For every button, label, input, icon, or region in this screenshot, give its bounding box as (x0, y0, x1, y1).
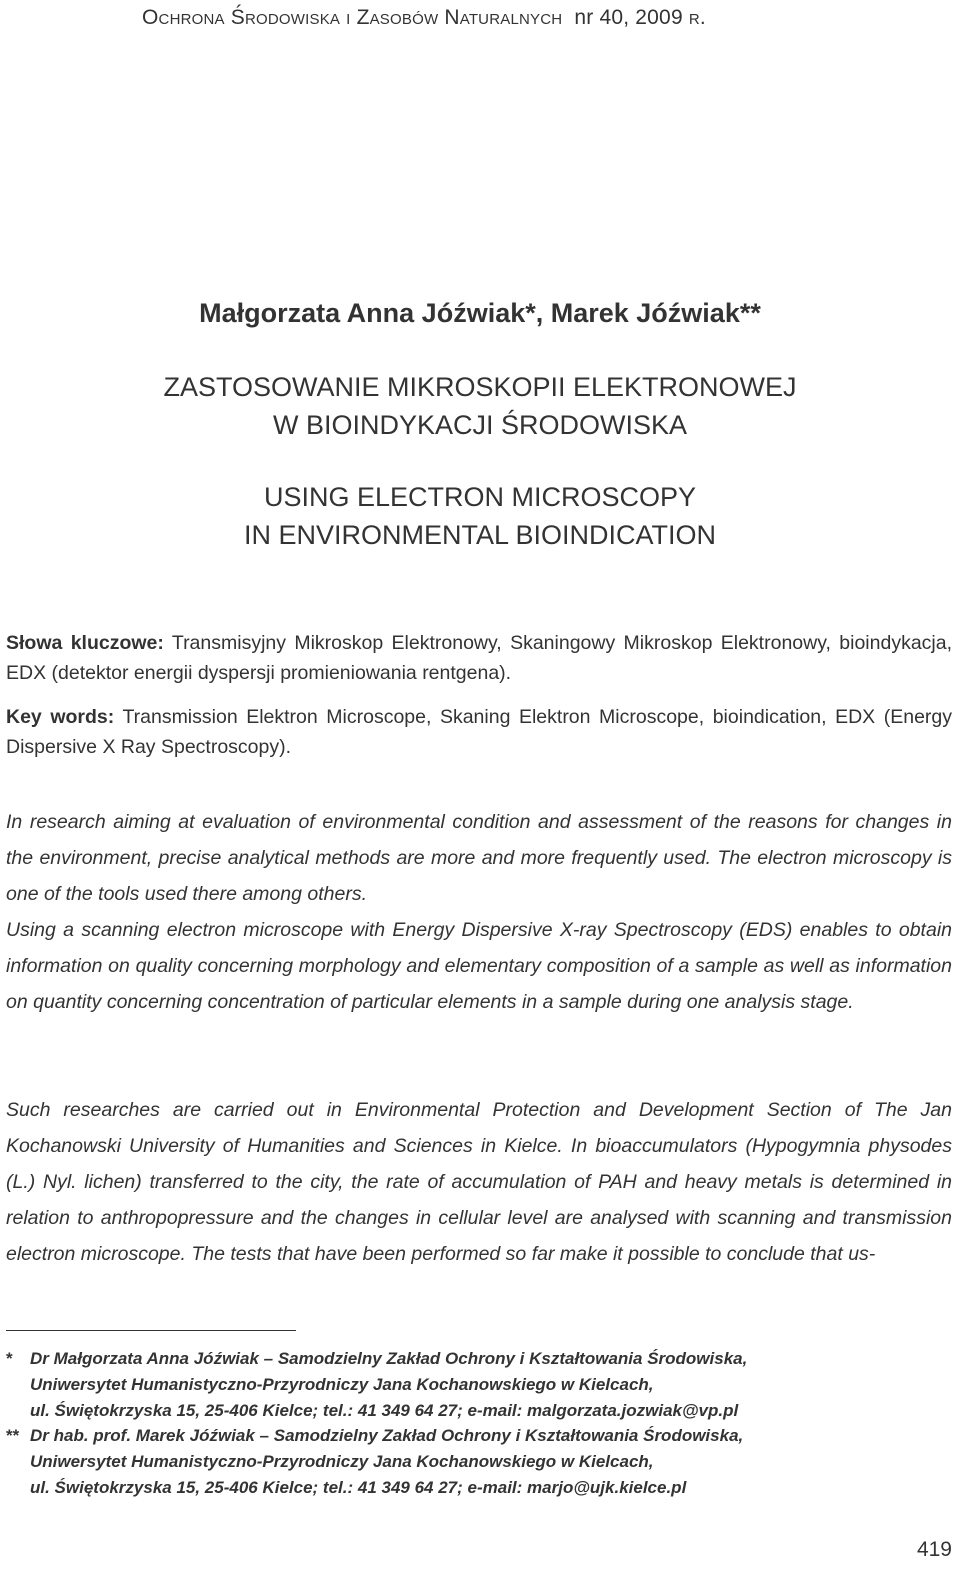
title-polish-line: ZASTOSOWANIE MIKROSKOPII ELEKTRONOWEJ (163, 372, 797, 402)
keywords-english-text: Transmission Elektron Microscope, Skaning Elektron Microscope, bioindication, EDX (Energy Dispersive X Ray Spectroscopy). (6, 706, 953, 758)
footnote-mark: * (6, 1349, 13, 1368)
header-part: Zasobów (356, 6, 445, 29)
abstract-block-1 (6, 804, 952, 1020)
footnote-line: ul. Świętokrzyska 15, 25-406 Kielce; tel.: 41 349 64 27; e-mail: marjo@ujk.kielce.pl (30, 1478, 687, 1497)
header-part: Ochrona (142, 6, 231, 29)
title-english-line: USING ELECTRON MICROSCOPY (263, 482, 697, 512)
abstract-paragraph: In research aiming at evaluation of environmental condition and assessment of the reasons for changes in the environment, precise analytical methods are more and more frequently used. The electron microscopy is one of the tools used there among others. (6, 811, 952, 905)
keywords-polish-text: Transmisyjny Mikroskop Elektronowy, Skaningowy Mikroskop Elektronowy, bioindykacja, EDX (detektor energii dyspersji promieniowania rentgena). (6, 632, 953, 684)
header-part: i (346, 6, 357, 29)
footnote-author-1 (6, 1346, 952, 1424)
authors: Małgorzata Anna Jóźwiak*, Marek Jóźwiak** (199, 298, 761, 328)
title-polish (0, 368, 960, 444)
footnote-author-2 (6, 1423, 952, 1501)
footnote-line: Uniwersytet Humanistyczno-Przyrodniczy Jana Kochanowskiego w Kielcach, (30, 1452, 654, 1471)
header-part: Naturalnych (444, 6, 563, 29)
footnote-mark: ** (6, 1426, 20, 1445)
footnote-line: Dr Małgorzata Anna Jóźwiak – Samodzielny Zakład Ochrony i Kształtowania Środowiska, (30, 1349, 748, 1368)
header-part: nr 40, 2009 (562, 6, 689, 29)
header-part: r. (688, 6, 706, 29)
keywords-polish (6, 628, 952, 688)
abstract-block-2 (6, 1092, 952, 1272)
title-english-line: IN ENVIRONMENTAL BIOINDICATION (243, 520, 717, 550)
header-part: Środowiska (230, 6, 347, 29)
abstract-paragraph: Using a scanning electron microscope with Energy Dispersive X-ray Spectroscopy (EDS) enables to obtain information on quality concerning morphology and elementary composition of a sample as well as information on quantity concerning concentration of particular elements in a sample during one analysis stage. (6, 919, 952, 1013)
keywords-polish-label: Słowa kluczowe: (6, 632, 164, 654)
footnote-line: Uniwersytet Humanistyczno-Przyrodniczy Jana Kochanowskiego w Kielcach, (30, 1375, 654, 1394)
title-polish-line: W BIOINDYKACJI ŚRODOWISKA (272, 410, 688, 440)
abstract-paragraph: Such researches are carried out in Environmental Protection and Development Section of The Jan Kochanowski University of Humanities and Sciences in Kielce. In bioaccumulators (Hypogymnia physodes (L.) Nyl. lichen) transferred to the city, the rate of accumulation of PAH and heavy metals is determined in relation to anthropopressure and the changes in cellular level are analysed with scanning and transmission electron microscope. The tests that have been performed so far make it possible to conclude that us- (6, 1099, 952, 1265)
keywords-english (6, 702, 952, 762)
footnote-line: Dr hab. prof. Marek Jóźwiak – Samodzielny Zakład Ochrony i Kształtowania Środowiska, (30, 1426, 744, 1445)
keywords-english-label: Key words: (6, 706, 115, 728)
page-number: 419 (916, 1538, 952, 1561)
running-header (142, 6, 822, 30)
footnote-line: ul. Świętokrzyska 15, 25-406 Kielce; tel.: 41 349 64 27; e-mail: malgorzata.jozwiak@vp.pl (30, 1401, 739, 1420)
title-english (0, 478, 960, 554)
footnote-divider (6, 1330, 296, 1331)
